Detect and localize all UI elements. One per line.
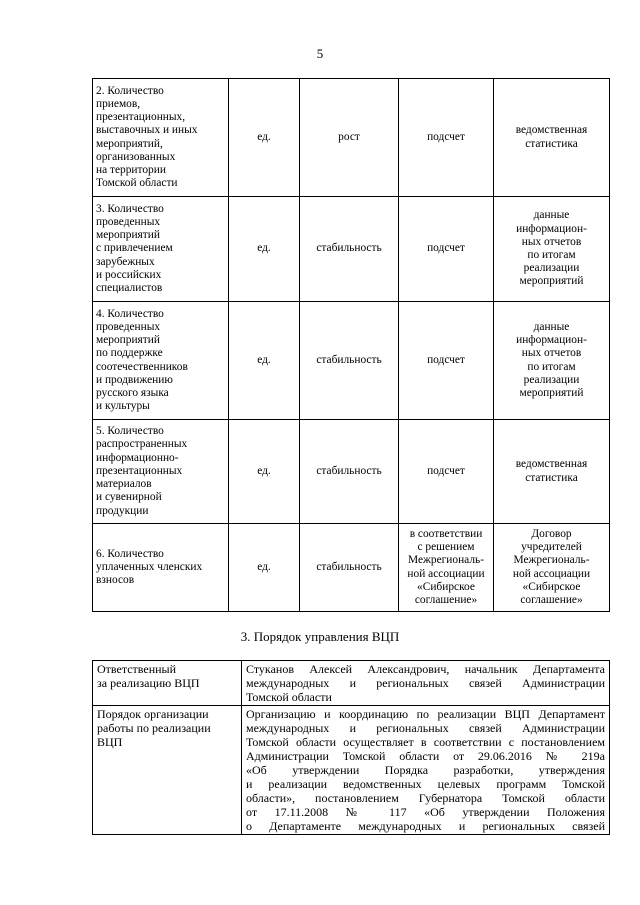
- text-line: международных и региональных связей Администрации: [246, 676, 605, 690]
- responsible-value: [242, 661, 610, 706]
- indicator-trend: рост: [300, 79, 399, 197]
- procedure-value: [242, 706, 610, 835]
- indicator-source: Договор учредителей Межрегиональ- ной ассоциации «Сибирское соглашение»: [494, 524, 610, 612]
- indicator-trend: стабильность: [300, 420, 399, 524]
- indicator-name: 4. Количество проведенных мероприятий по поддержке соотечественников и продвижению русского языка и культуры: [93, 302, 229, 420]
- table-row: [93, 79, 610, 197]
- indicator-unit: ед.: [229, 420, 300, 524]
- indicator-method: подсчет: [399, 420, 494, 524]
- text-line: Томской области осуществляет в соответствии с постановлением: [246, 735, 605, 749]
- indicators-table: [92, 78, 610, 612]
- procedure-label: Порядок организации работы по реализации ВЦП: [93, 706, 242, 835]
- indicator-method: подсчет: [399, 197, 494, 302]
- indicator-source: данные информацион- ных отчетов по итогам реализации мероприятий: [494, 197, 610, 302]
- text-line: Стуканов Алексей Александрович, начальник Департамента: [246, 662, 605, 676]
- indicator-method: подсчет: [399, 302, 494, 420]
- indicator-name: 6. Количество уплаченных членских взносов: [93, 524, 229, 612]
- page-number: 5: [316, 46, 324, 61]
- indicator-trend: стабильность: [300, 197, 399, 302]
- indicator-unit: ед.: [229, 524, 300, 612]
- indicator-source: ведомственная статистика: [494, 79, 610, 197]
- indicator-method: в соответствии с решением Межрегиональ- ной ассоциации «Сибирское соглашение»: [399, 524, 494, 612]
- table-row: [93, 302, 610, 420]
- text-line: Томской области: [246, 690, 332, 704]
- table-row: [93, 706, 610, 835]
- table-row: [93, 661, 610, 706]
- table-row: [93, 197, 610, 302]
- indicator-unit: ед.: [229, 79, 300, 197]
- indicator-source: ведомственная статистика: [494, 420, 610, 524]
- indicator-method: подсчет: [399, 79, 494, 197]
- text-line: и реализации ведомственных целевых программ Томской: [246, 777, 605, 791]
- text-line: от 17.11.2008 № 117 «Об утверждении Положения: [246, 805, 605, 819]
- table-row: [93, 524, 610, 612]
- section-title: 3. Порядок управления ВЦП: [240, 629, 400, 644]
- text-line: о Департаменте международных и региональных связей: [246, 819, 605, 833]
- text-line: «Об утверждении Порядка разработки, утверждения: [246, 763, 605, 777]
- indicator-name: 5. Количество распространенных информационно- презентационных материалов и сувенирной продукции: [93, 420, 229, 524]
- text-line: международных и региональных связей Администрации: [246, 721, 605, 735]
- table-row: [93, 420, 610, 524]
- text-line: Организацию и координацию по реализации ВЦП Департамент: [246, 707, 605, 721]
- indicator-unit: ед.: [229, 302, 300, 420]
- indicator-trend: стабильность: [300, 302, 399, 420]
- text-line: области», постановлением Губернатора Томской области: [246, 791, 605, 805]
- indicator-name: 2. Количество приемов, презентационных, выставочных и иных мероприятий, организованных на территории Томской области: [93, 79, 229, 197]
- responsible-label: Ответственный за реализацию ВЦП: [93, 661, 242, 706]
- indicator-unit: ед.: [229, 197, 300, 302]
- management-table: [92, 660, 610, 835]
- indicator-trend: стабильность: [300, 524, 399, 612]
- indicator-source: данные информацион- ных отчетов по итогам реализации мероприятий: [494, 302, 610, 420]
- text-line: Администрации Томской области от 29.06.2016 № 219а: [246, 749, 605, 763]
- indicator-name: 3. Количество проведенных мероприятий с привлечением зарубежных и российских специалистов: [93, 197, 229, 302]
